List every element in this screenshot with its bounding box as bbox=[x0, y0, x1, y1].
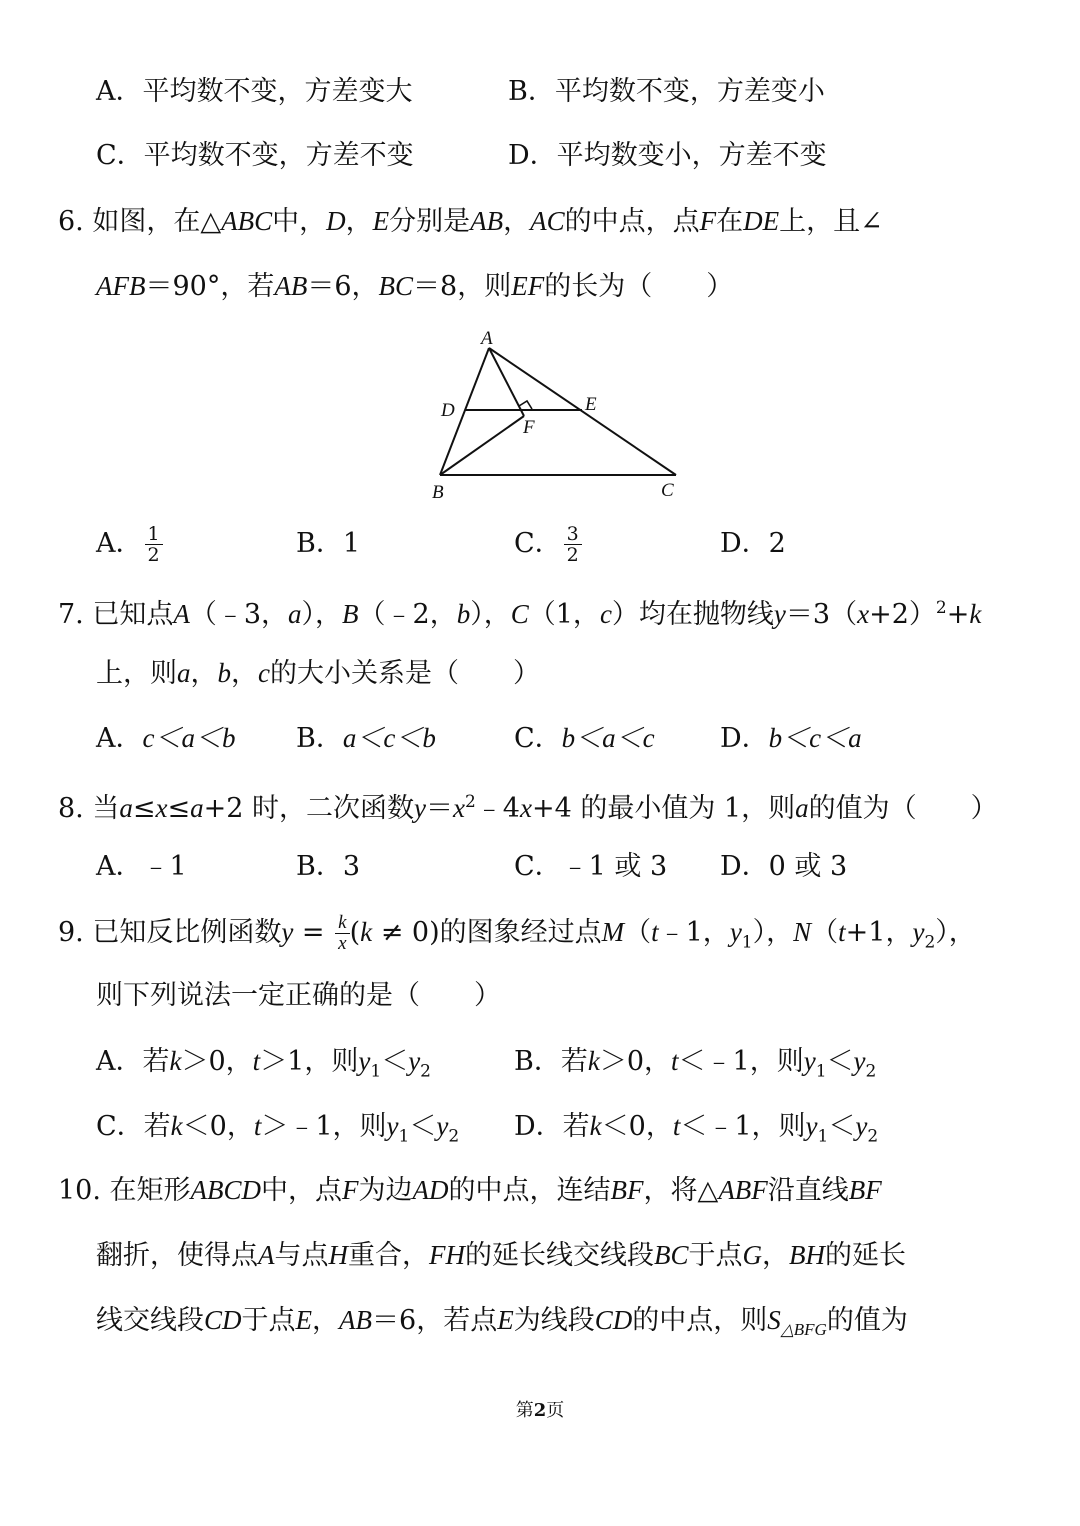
q5-option-a: A．平均数不变，方差变大 bbox=[96, 76, 413, 107]
label-f: F bbox=[523, 417, 535, 438]
q10-stem-line3: 线交线段CD于点E，AB＝6，若点E为线段CD的中点，则$S_{\triangle BFG}$的值为 bbox=[96, 1305, 908, 1340]
segment-af bbox=[489, 348, 524, 416]
q10-stem-line1: 10. 在矩形ABCD中，点F为边AD的中点，连结BF，将△ABF沿直线BF bbox=[58, 1175, 882, 1206]
q9-option-c: C．若k＜0，t＞﹣1，则$y_1<y_2$ bbox=[96, 1111, 460, 1147]
q10-stem-line2: 翻折，使得点A与点H重合，FH的延长线交线段BC于点G，BH的延长 bbox=[96, 1240, 907, 1271]
label-b: B bbox=[432, 482, 444, 503]
q8-stem: 8. 当a≤x≤a+2 时，二次函数$y=x^2﹣4x+4$ 的最小值为 1，则a的值为（ ） bbox=[58, 792, 998, 824]
q9-option-d: D．若k＜0，t＜﹣1，则$y_1<y_2$ bbox=[514, 1111, 879, 1147]
q6-triangle-figure bbox=[420, 320, 700, 510]
right-angle-mark bbox=[519, 401, 532, 409]
q5-option-d: D．平均数变小，方差不变 bbox=[508, 140, 827, 171]
q6-option-b: B．1 bbox=[296, 528, 361, 559]
q7-option-a: A．c＜a＜b bbox=[96, 723, 236, 754]
q6-option-c: C． $\frac{3}{2}$ bbox=[514, 524, 582, 565]
q8-option-a: A．﹣1 bbox=[96, 851, 187, 882]
label-a: A bbox=[481, 328, 493, 349]
q7-option-d: D．b＜c＜a bbox=[720, 723, 862, 754]
q9-stem-line1: 9. 已知反比例函数y = $\frac{k}{x}$ (k ≠ 0)的图象经过点M（t﹣1，$y_1$），N（t+1，$y_2$）， bbox=[58, 912, 976, 954]
q7-stem-line1: 7. 已知点A（﹣3，a），B（﹣2，b），C（1，c）均在抛物线$y=3(x+2)^2+k$ bbox=[58, 598, 982, 630]
q8-option-c: C．﹣1 或 3 bbox=[514, 851, 668, 882]
q6-stem-line1: 6. 如图，在△ABC中，D，E分别是AB，AC的中点，点F在DE上，且∠ bbox=[58, 206, 883, 237]
segment-ac bbox=[489, 348, 676, 475]
q6-option-a: A． $\frac{1}{2}$ bbox=[96, 524, 163, 565]
segment-bf bbox=[440, 416, 524, 475]
q6-option-d: D．2 bbox=[720, 528, 786, 559]
label-d: D bbox=[441, 400, 455, 421]
q7-option-b: B．a＜c＜b bbox=[296, 723, 436, 754]
q8-option-d: D．0 或 3 bbox=[720, 851, 848, 882]
q7-option-c: C．b＜a＜c bbox=[514, 723, 655, 754]
q8-option-b: B．3 bbox=[296, 851, 361, 882]
label-e: E bbox=[585, 394, 597, 415]
q9-stem-line2: 则下列说法一定正确的是（ ） bbox=[96, 980, 501, 1011]
label-c: C bbox=[661, 480, 674, 501]
page-number: 第2页 bbox=[515, 1400, 565, 1421]
q6-stem-line2: AFB＝90°，若AB＝6，BC＝8，则EF的长为（ ） bbox=[96, 271, 734, 302]
q9-option-b: B．若k＞0，t＜﹣1，则$y_1<y_2$ bbox=[514, 1046, 877, 1082]
q9-option-a: A．若k＞0，t＞1，则$y_1<y_2$ bbox=[96, 1046, 431, 1082]
q5-option-c: C．平均数不变，方差不变 bbox=[96, 140, 414, 171]
q5-option-b: B．平均数不变，方差变小 bbox=[508, 76, 825, 107]
q7-stem-line2: 上，则a，b，c的大小关系是（ ） bbox=[96, 658, 540, 689]
